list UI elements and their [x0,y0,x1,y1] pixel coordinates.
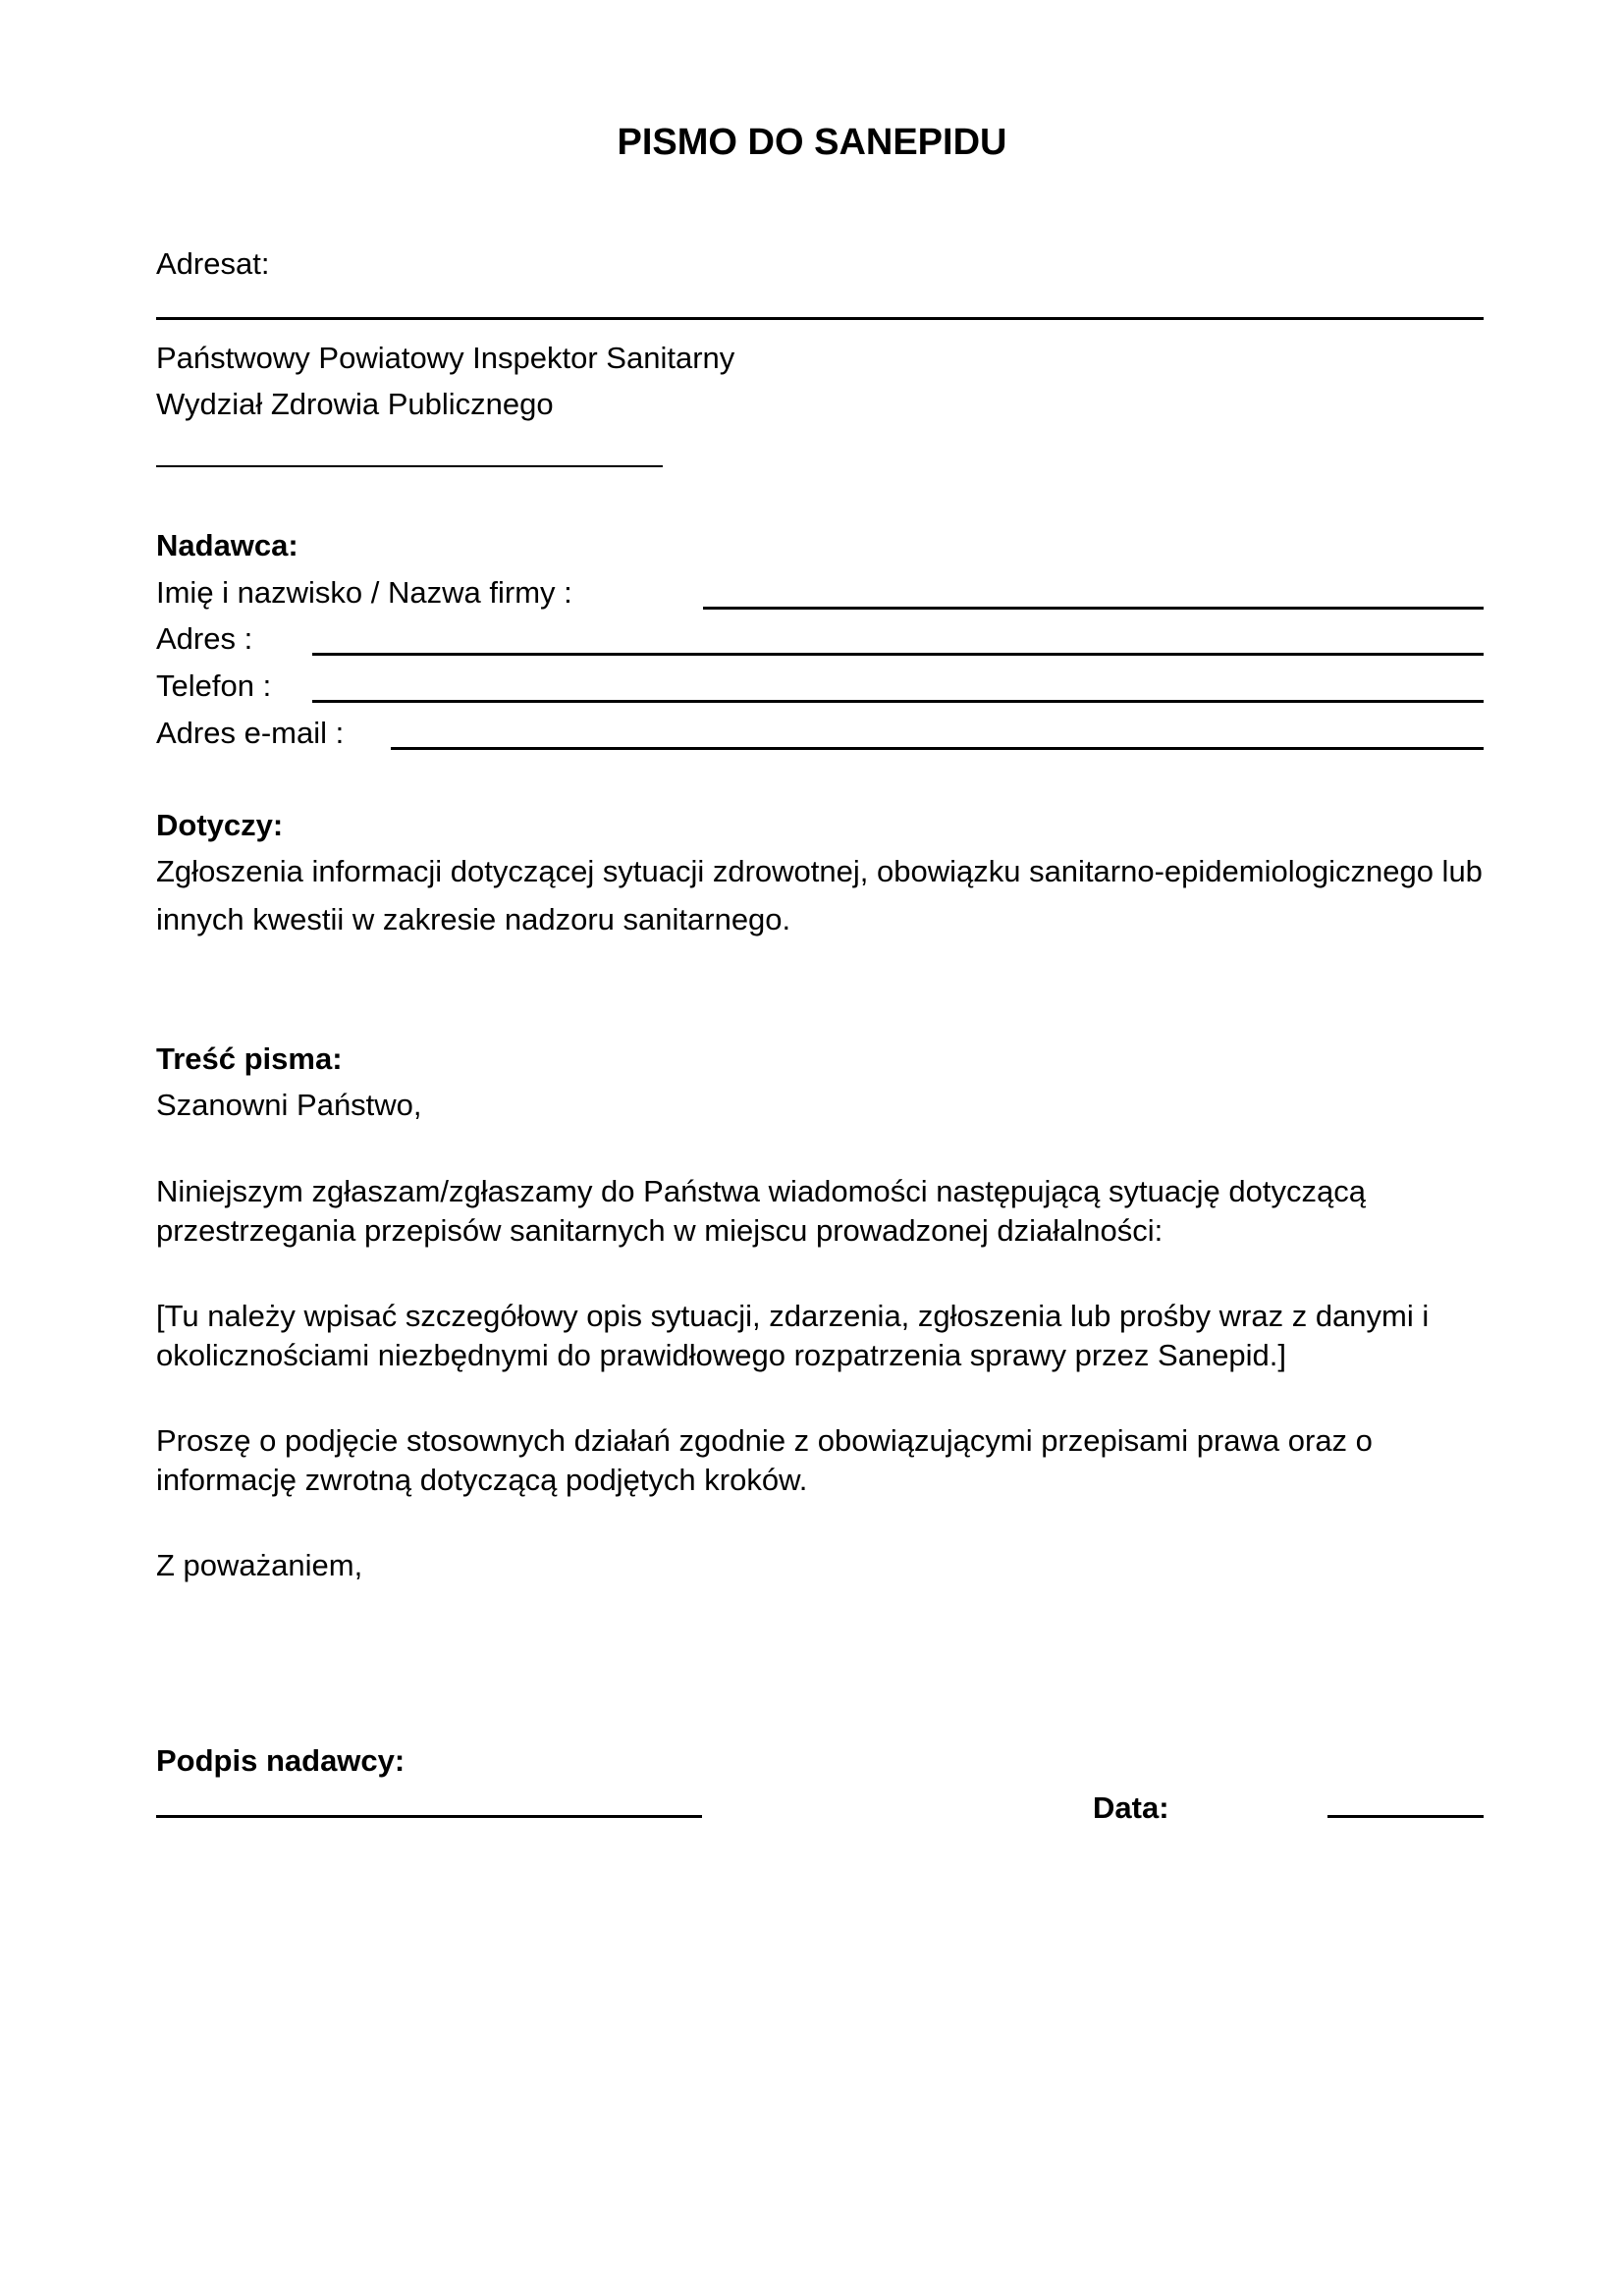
signature-label: Podpis nadawcy: [156,1743,406,1778]
closing: Z poważaniem, [156,1548,363,1582]
subject-line-1: Zgłoszenia informacji dotyczącej sytuacji zdrowotnej, obowiązku sanitarno-epidemiologicznego lub [156,854,1483,888]
addressee-line-1: Państwowy Powiatowy Inspektor Sanitarny [156,341,735,375]
sender-phone-fill-line [312,700,1484,703]
date-label: Data: [1093,1790,1169,1825]
signature-fill-line [156,1815,702,1818]
sender-address-fill-line [312,653,1484,656]
document-title: PISMO DO SANEPIDU [617,122,1007,163]
paragraph-3-line-2: informację zwrotną dotyczącą podjętych kroków. [156,1463,808,1497]
date-fill-line [1327,1815,1484,1818]
paragraph-1-line-1: Niniejszym zgłaszam/zgłaszamy do Państwa wiadomości następującą sytuację dotyczącą [156,1174,1366,1208]
sender-email-label: Adres e-mail : [156,716,345,750]
sender-phone-label: Telefon : [156,668,272,703]
addressee-fill-line [156,317,1484,320]
addressee-extra-line [156,465,663,467]
salutation: Szanowni Państwo, [156,1088,422,1122]
addressee-label: Adresat: [156,246,270,281]
paragraph-2-line-1: [Tu należy wpisać szczegółowy opis sytuacji, zdarzenia, zgłoszenia lub prośby wraz z danymi i [156,1299,1430,1333]
sender-address-label: Adres : [156,621,253,656]
body-heading: Treść pisma: [156,1041,343,1076]
sender-name-fill-line [703,607,1484,610]
subject-line-2: innych kwestii w zakresie nadzoru sanitarnego. [156,902,791,936]
sender-name-label: Imię i nazwisko / Nazwa firmy : [156,575,572,610]
paragraph-1-line-2: przestrzegania przepisów sanitarnych w miejscu prowadzonej działalności: [156,1213,1164,1248]
sender-email-fill-line [391,747,1484,750]
addressee-line-2: Wydział Zdrowia Publicznego [156,387,554,421]
paragraph-3-line-1: Proszę o podjęcie stosownych działań zgodnie z obowiązującymi przepisami prawa oraz o [156,1423,1373,1458]
subject-heading: Dotyczy: [156,808,284,842]
paragraph-2-line-2: okolicznościami niezbędnymi do prawidłowego rozpatrzenia sprawy przez Sanepid.] [156,1338,1287,1372]
sender-heading: Nadawca: [156,528,298,562]
